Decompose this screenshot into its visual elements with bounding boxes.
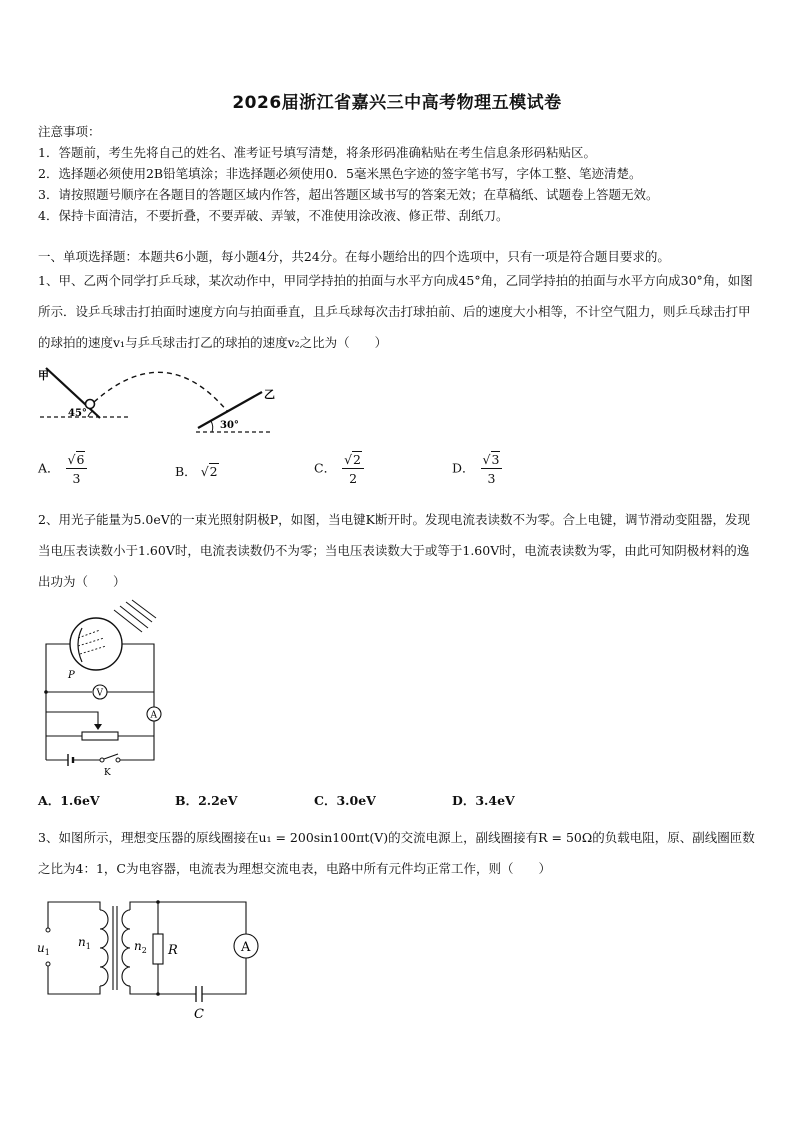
question-3-text: 3、如图所示，理想变压器的原线圈接在u₁ = 200sin100πt(V)的交流电源上，副线圈接有R = 50Ω的负载电阻，原、副线圈匝数之比为4：1，C为电容器，电流表为理想交流电表，电路中所有元件均正常工作，则（ ）	[38, 830, 755, 876]
choice-d[interactable]: D． $\frac{√3}{3}$	[452, 452, 502, 486]
switch-label: K	[104, 768, 111, 778]
choice-b[interactable]: B．2.2eV	[175, 793, 238, 808]
label-c: C	[194, 1007, 204, 1022]
choice-denominator: 2	[349, 471, 358, 486]
label-jia: 甲	[38, 369, 49, 382]
label-n1	[78, 935, 91, 951]
notice-item: 1．答题前，考生先将自己的姓名、准考证号填写清楚，将条形码准确粘贴在考生信息条形码粘贴区。	[38, 145, 596, 160]
choice-c[interactable]: C．3.0eV	[314, 793, 376, 808]
choice-letter: A．	[38, 460, 60, 476]
n2-subscript: 2	[141, 946, 147, 955]
label-r: R	[168, 943, 178, 958]
choice-numerator: 2	[353, 452, 361, 467]
n2-symbol: n	[134, 939, 142, 953]
notice-item: 4．保持卡面清洁，不要折叠，不要弄破、弄皱，不准使用涂改液、修正带、刮纸刀。	[38, 208, 509, 223]
n1-symbol: n	[78, 935, 86, 949]
choice-denominator: 3	[72, 471, 81, 486]
choice-numerator: 6	[76, 452, 85, 467]
label-p: P	[68, 670, 75, 681]
section-header: 一、单项选择题：本题共6小题，每小题4分，共24分。在每小题给出的四个选项中，只有一项是符合题目要求的。	[38, 249, 670, 264]
choice-letter: C．	[314, 460, 337, 476]
ammeter-label: A	[150, 710, 157, 721]
page-title: 2026届浙江省嘉兴三中高考物理五模试卷	[232, 93, 562, 113]
q2-circuit-figure	[38, 600, 168, 780]
choice-letter: B．	[175, 464, 197, 479]
choice-b[interactable]: B． √2	[175, 464, 218, 479]
q3-transformer-figure	[37, 896, 280, 1022]
notice-item: 3．请按照题号顺序在各题目的答题区域内作答，超出答题区域书写的答案无效；在草稿纸、试题卷上答题无效。	[38, 187, 659, 202]
n1-subscript: 1	[85, 942, 91, 951]
label-n2	[134, 939, 147, 955]
voltmeter-label: V	[96, 688, 103, 699]
angle-45-label: 45°	[68, 408, 87, 419]
u-subscript: 1	[44, 948, 50, 957]
q1-figure	[36, 362, 286, 442]
choice-letter: D．	[452, 460, 475, 476]
choice-d[interactable]: D．3.4eV	[452, 793, 515, 808]
choice-radicand: 2	[209, 464, 218, 479]
ammeter-label: A	[241, 940, 251, 955]
notice-heading: 注意事项：	[38, 124, 101, 139]
choice-a[interactable]: A．1.6eV	[38, 793, 100, 808]
question-1-text: 1、甲、乙两个同学打乒乓球，某次动作中，甲同学持拍的拍面与水平方向成45°角，乙同学持拍的拍面与水平方向成30°角，如图所示．设乒乓球击打拍面时速度方向与拍面垂直，且乒乓球每次击打球拍前、后的速度大小相等，不计空气阻力，则乒乓球击打甲的球拍的速度v₁与乒乓球击打乙的球拍的速度v₂之比为（ ）	[38, 273, 753, 350]
label-u1	[37, 941, 50, 957]
u-symbol: u	[37, 941, 45, 955]
choice-c[interactable]: C． $\frac{√2}{2}$	[314, 452, 364, 486]
question-2-text: 2、用光子能量为5.0eV的一束光照射阴极P，如图，当电键K断开时。发现电流表读数不为零。合上电键，调节滑动变阻器，发现当电压表读数小于1.60V时，电流表读数仍不为零；当电压表读数大于或等于1.60V时，电流表读数为零，由此可知阴极材料的逸出功为（ ）	[38, 512, 751, 589]
choice-denominator: 3	[487, 471, 496, 486]
notice-item: 2．选择题必须使用2B铅笔填涂；非选择题必须使用0．5毫米黑色字迹的签字笔书写，字体工整、笔迹清楚。	[38, 166, 642, 181]
label-yi: 乙	[264, 388, 275, 401]
choice-numerator: 3	[491, 452, 500, 467]
angle-30-label: 30°	[220, 420, 239, 431]
choice-a[interactable]: A． $\frac{√6}{3}$	[38, 452, 87, 486]
